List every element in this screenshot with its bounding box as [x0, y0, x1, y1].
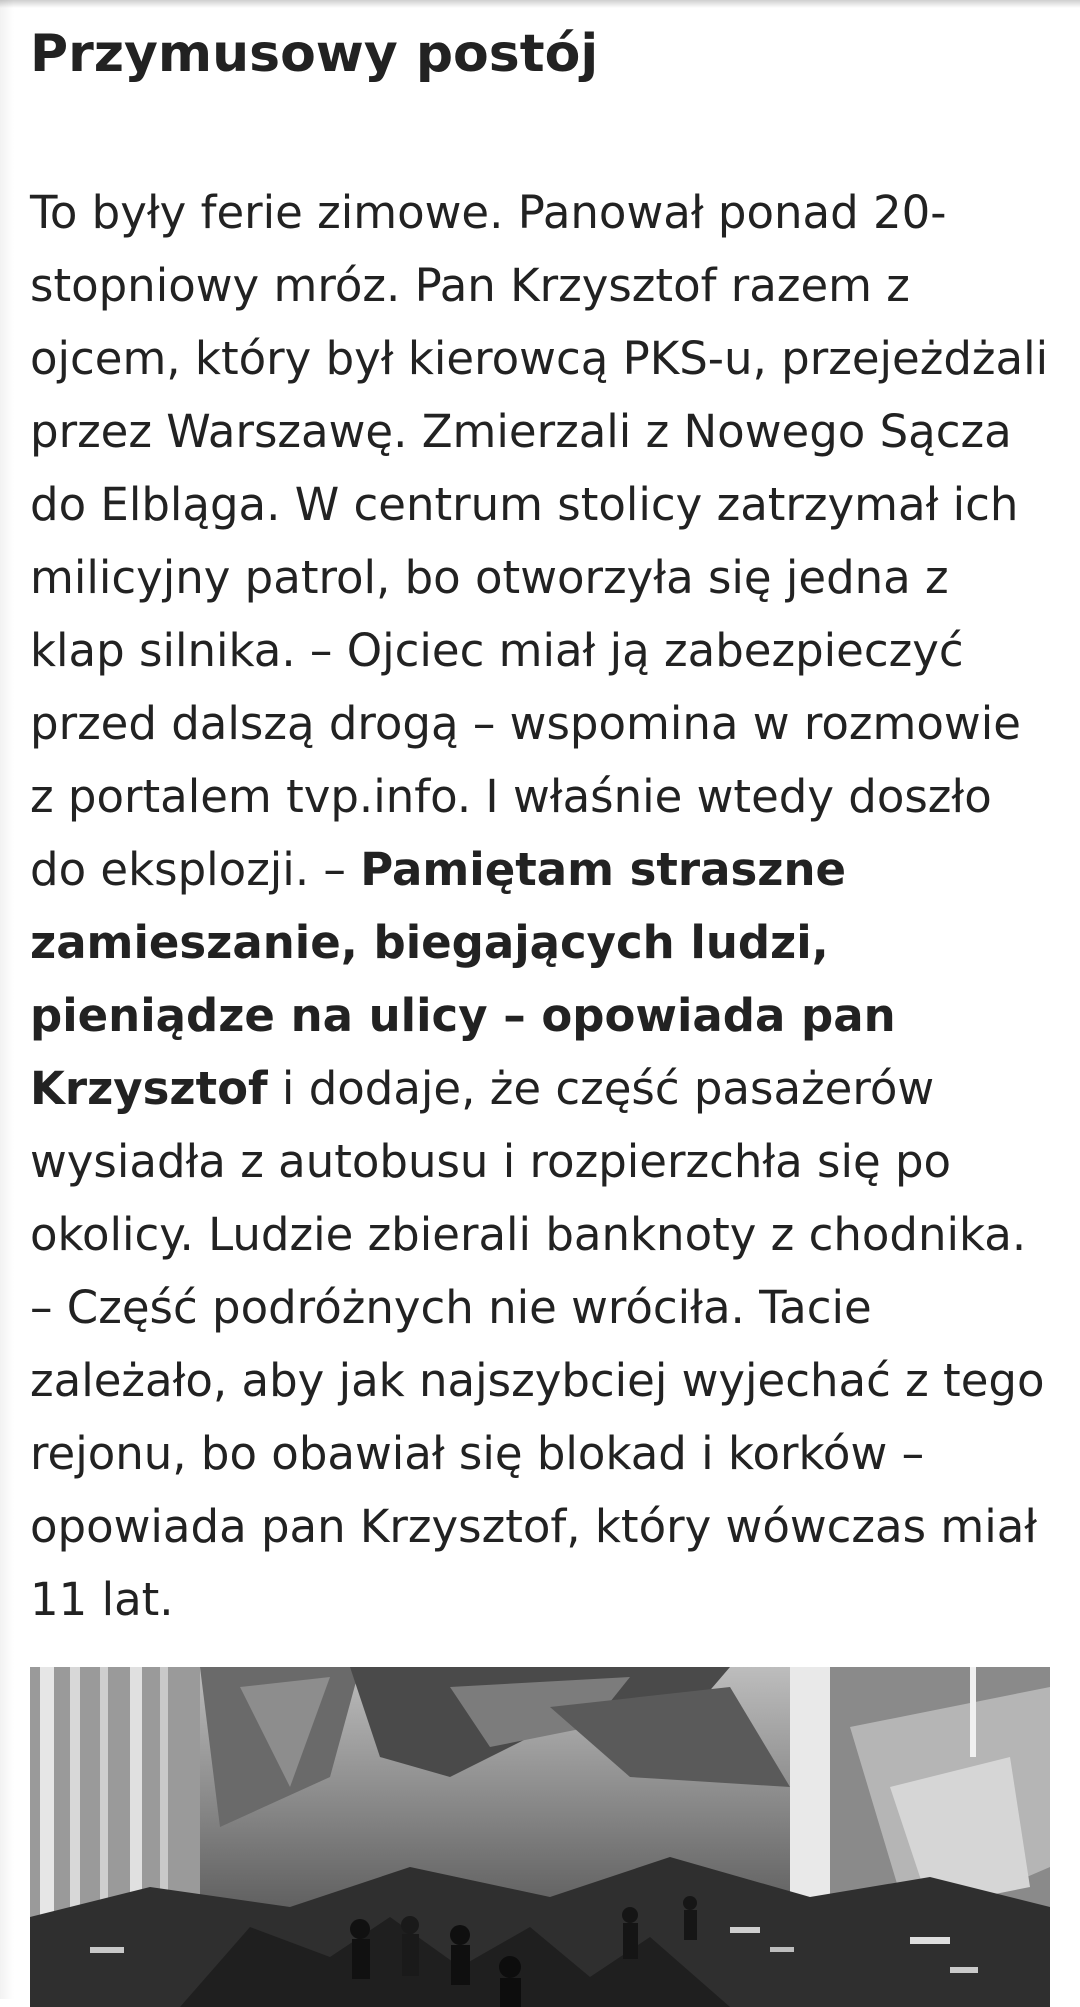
paragraph-text-part2: i dodaje, że część pasażerów wysiadła z autobusu i rozpierzchła się po okolicy. Ludzie zbierali banknoty z chodnika. – Część podróżnych nie wróciła. Tacie zależało, aby jak najszybciej wyjechać z tego rejonu, bo obawiał się blokad i korków – opowiada pan Krzysztof, który wówczas miał 11 lat. — [30, 1062, 1045, 1626]
article-paragraph — [30, 176, 1050, 1636]
left-edge-shade — [0, 0, 14, 1999]
photo-ruins-image — [30, 1667, 1050, 2007]
article-photo[interactable] — [30, 1667, 1050, 2007]
article-body — [30, 18, 1050, 1636]
paragraph-text-part1: To były ferie zimowe. Panował ponad 20-stopniowy mróz. Pan Krzysztof razem z ojcem, który był kierowcą PKS-u, przejeżdżali przez Warszawę. Zmierzali z Nowego Sącza do Elbląga. W centrum stolicy zatrzymał ich milicyjny patrol, bo otworzyła się jedna z klap silnika. – Ojciec miał ją zabezpieczyć przed dalszą drogą – wspomina w rozmowie z portalem tvp.info. I właśnie wtedy doszło do eksplozji. – — [30, 186, 1049, 896]
top-bar-shadow — [0, 0, 1080, 8]
section-heading: Przymusowy postój — [30, 24, 599, 84]
paragraph-bold-quote: Pamiętam straszne zamieszanie, biegających ludzi, pieniądze na ulicy – opowiada pan Krzysztof — [30, 843, 896, 1115]
